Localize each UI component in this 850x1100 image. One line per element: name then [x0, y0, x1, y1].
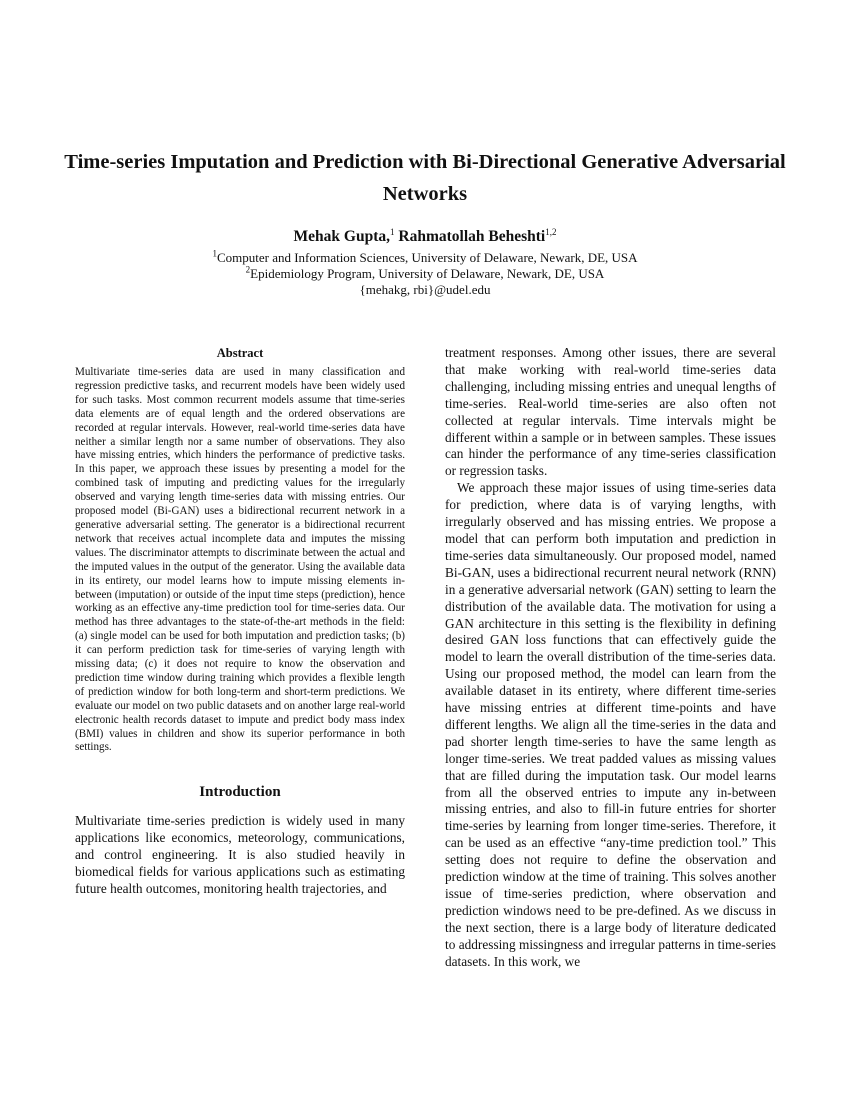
affiliation-mark: 1 — [212, 248, 217, 259]
author-list — [60, 226, 790, 248]
affiliation-line — [60, 266, 790, 282]
affiliation-block — [60, 250, 790, 298]
paper-title: Time-series Imputation and Prediction with Bi-Directional Generative Adversarial Networks — [64, 151, 786, 205]
abstract-heading: Abstract — [216, 346, 264, 360]
affiliation-text: Epidemiology Program, University of Delaware, Newark, DE, USA — [250, 266, 605, 281]
author-name: Mehak Gupta, — [293, 228, 390, 245]
intro-paragraph-2: We approach these major issues of using time-series data for prediction, where data is of varying lengths, with irregularly observed and has missing entries. We propose a model that can perform both imputation and prediction in time-series data simultaneously. Our proposed model, named Bi-GAN, uses a bidirectional recurrent neural network (RNN) in a generative adversarial network (GAN) setting to learn the distribution of the available data. The motivation for using a GAN architecture in this setting is the flexibility in defining desired GAN loss functions that can effectively guide the model to learn the overall distribution of the time-series data. Using our proposed method, the model can learn from the available dataset in its entirety, where different time-series have missing entries at different time-points and have different lengths. We align all the time-series in the data and pad shorter length time-series to have the same length as longer time-series. We treat padded values as missing values that are filled during the imputation task. Our model learns from all the observed entries to impute any in-between missing entries, and also to fill-in future entries for shorter time-series by learning from longer time-series. Therefore, it can be used as an effective “any-time prediction tool.” This setting does not require to define the observation and prediction window at the time of training. This solves another issue of time-series prediction, where observation and prediction windows need to be pre-defined. As we discuss in the next section, there is a large body of literature dedicated to addressing missingness and irregular patterns in time-series datasets. In this work, we — [445, 480, 776, 969]
author-affiliation-mark: 1,2 — [545, 226, 557, 237]
author-name: Rahmatollah Beheshti — [398, 228, 546, 245]
author-email: {mehakg, rbi}@udel.edu — [359, 282, 491, 297]
abstract-text: Multivariate time-series data are used in many classification and regression predictive tasks, and recurrent models have been widely used for such tasks. Most common recurrent models assume that time-series data elements are of equal length and the ordered observations are recorded at regular intervals. However, real-world time-series data have neither a similar length nor a same number of observations. They also have missing entries, which hinders the performance of predictive tasks. In this paper, we approach these issues by presenting a model for the combined task of imputing and predicting values for the irregularly observed and varying length time-series data with missing entries. Our proposed model (Bi-GAN) uses a bidirectional recurrent network in a generative adversarial setting. The generator is a bidirectional recurrent network that receives actual incomplete data and imputes the missing values. The discriminator attempts to discriminate between the actual and the imputed values in the output of the generator. Using the available data in its entirety, our model learns how to impute missing elements in-between (imputation) or outside of the input time steps (prediction), hence working as an effective any-time prediction tool for time-series data. Our method has three advantages to the state-of-the-art methods in the field: (a) single model can be used for both imputation and prediction tasks; (b) it can perform prediction task for time-series of varying length with missing data; (c) it does not require to know the observation and prediction time window during training which provides a flexible length of prediction window for both long-term and short-term predictions. We evaluate our model on two public datasets and on another large real-world electronic health records dataset to impute and predict body mass index (BMI) values in children and show its superior performance in both settings. — [75, 366, 405, 754]
affiliation-text: Computer and Information Sciences, University of Delaware, Newark, DE, USA — [216, 250, 638, 265]
left-column — [75, 345, 405, 898]
affiliation-mark: 2 — [245, 264, 251, 275]
intro-paragraph-1: Multivariate time-series prediction is widely used in many applications like economics, meteorology, communications, and control engineering. It is also studied heavily in biomedical fields for various applications such as estimating future health outcomes, monitoring health trajectories, and — [75, 813, 405, 896]
affiliation-line — [60, 250, 790, 266]
introduction-heading: Introduction — [199, 784, 281, 801]
intro-paragraph-1-continued: treatment responses. Among other issues, there are several that make working with real-world time-series data challenging, including missing entries and unequal lengths of time-series. Real-world time-series are also often not collected at regular intervals. Time intervals might be different within a sample or in between samples. These issues can hinder the performance of any time-series classification or regression tasks. — [445, 345, 776, 479]
right-column — [445, 345, 776, 971]
author-affiliation-mark: 1 — [390, 226, 395, 237]
